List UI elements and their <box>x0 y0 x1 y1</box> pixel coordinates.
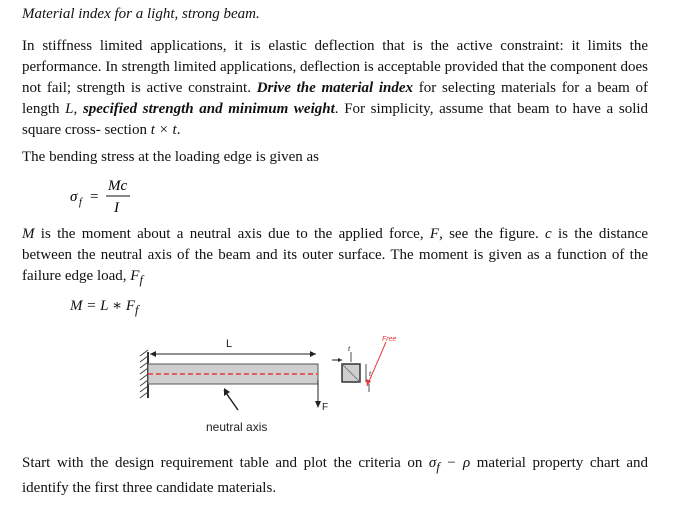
p1-var-txt: t × t <box>150 122 177 138</box>
length-arrow-left <box>150 351 156 357</box>
force-arrow-head <box>315 401 321 408</box>
p3-var-M: M <box>22 226 35 242</box>
p3-var-F2: F <box>130 268 140 284</box>
p1-period: . <box>176 122 181 138</box>
p1-text-c: for selecting materials for a beam of length <box>22 80 649 117</box>
eq1-denominator: I <box>114 200 119 216</box>
paragraph-instruction <box>22 453 648 499</box>
section-arrow <box>338 358 342 362</box>
equation-bending-stress <box>68 174 148 214</box>
p4-text-d: material property chart and identify the first three candidate materials. <box>22 455 648 496</box>
beam-figure <box>120 330 420 440</box>
p1-text-g: . For simplicity, assume that beam to have a solid square cross- section <box>22 101 649 138</box>
p1-text-a: In stiffness limited applications, it is elastic deflection that is the active constraint: it limits the performance. In strength limited applications, deflection is acceptable provided that the component does not fail; strength is active constraint. <box>22 38 648 96</box>
length-label: L <box>226 338 233 350</box>
p4-rho: − ρ <box>446 455 471 471</box>
p4-sigma-sub: f <box>436 460 440 474</box>
eq1-equals: = <box>90 189 99 205</box>
paragraph-bending: The bending stress at the loading edge is given as <box>22 149 320 165</box>
p3-var-c: c <box>545 226 552 242</box>
neutral-axis-label: neutral axis <box>206 420 268 434</box>
p1-emphasis-spec: specified strength and minimum weight <box>82 101 335 117</box>
free-leader-line <box>367 342 386 386</box>
p3-text-d: , see the figure. <box>439 226 539 242</box>
paragraph-moment <box>22 224 648 291</box>
eq2-text: M = L ∗ F <box>70 298 136 314</box>
p1-comma: , <box>73 101 78 117</box>
p4-var-sigma <box>428 455 440 474</box>
length-arrow-right <box>310 351 316 357</box>
p3-var-Ff <box>130 268 143 287</box>
doc-title: Material index for a light, strong beam. <box>22 6 260 22</box>
free-label: Free <box>382 336 397 343</box>
p3-var-F: F <box>429 226 440 242</box>
t-label-right: t <box>369 369 372 378</box>
wall-hatching <box>140 350 148 398</box>
p4-sigma: σ <box>428 455 437 471</box>
p3-var-F-sub: f <box>139 273 143 287</box>
paragraph-intro <box>22 36 648 141</box>
eq1-lhs: σ <box>70 189 78 205</box>
eq1-numerator: Mc <box>108 178 128 194</box>
p3-text-f: is the distance between the neutral axis of the beam and its outer surface. The moment is given as a function of the failure edge load, <box>22 226 649 284</box>
force-label: F <box>322 402 329 413</box>
p1-emphasis-drive: Drive the material index <box>256 80 414 96</box>
free-leader-head <box>366 379 371 386</box>
eq1-lhs-sub: f <box>79 197 82 208</box>
equation-moment <box>70 296 139 318</box>
p3-text-b: is the moment about a neutral axis due to the applied force, <box>40 226 424 242</box>
t-label-top: t <box>348 344 351 353</box>
eq2-sub: f <box>135 303 139 317</box>
p1-var-L: L <box>65 101 74 117</box>
p4-text-a: Start with the design requirement table and plot the criteria on <box>22 455 423 471</box>
